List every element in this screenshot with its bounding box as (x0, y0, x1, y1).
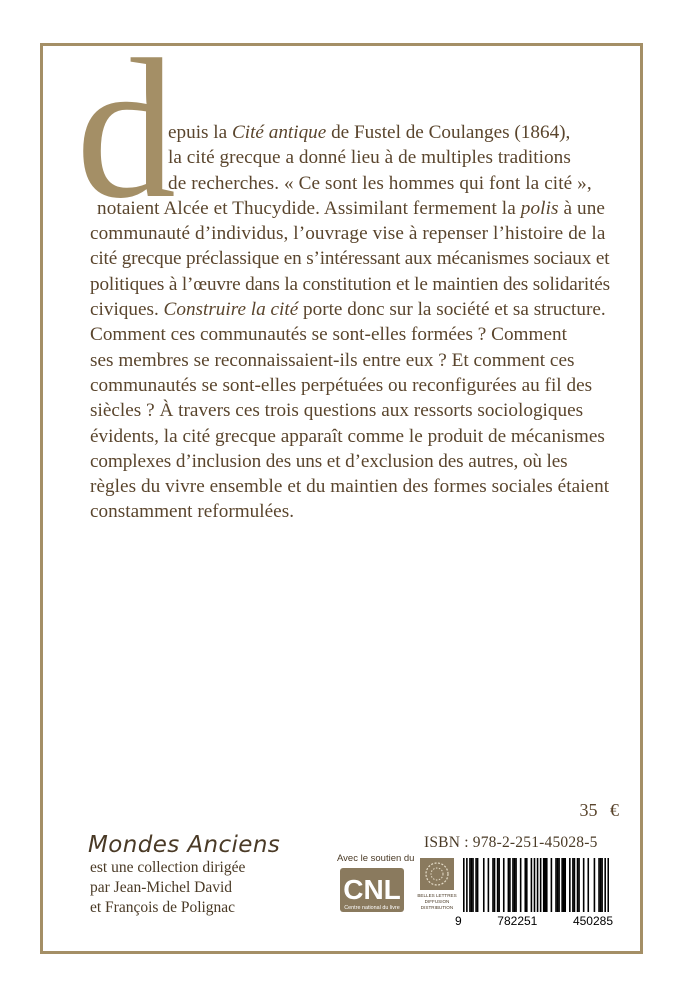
publisher-line: BELLES LETTRES (417, 893, 457, 898)
cnl-letters: CNL (343, 874, 401, 905)
barcode-bar (520, 858, 522, 912)
barcode-bar (555, 858, 557, 912)
barcode-bar (551, 858, 553, 912)
body-text-line: la cité grecque a donné lieu à de multiples traditions (168, 147, 571, 169)
body-text-line: epuis la Cité antique de Fustel de Coulanges (1864), (168, 122, 571, 143)
collection-title: Mondes Anciens (88, 832, 281, 858)
barcode (463, 858, 609, 912)
body-text-line: constamment reformulées. (90, 501, 295, 523)
barcode-bar (497, 858, 499, 912)
barcode-bar (587, 858, 589, 912)
body-text-line: règles du vivre ensemble et du maintien des formes sociales étaient (90, 476, 610, 498)
barcode-bar (483, 858, 485, 912)
barcode-bar (578, 858, 580, 912)
barcode-bar (583, 858, 585, 912)
belles-lettres-logo (416, 858, 458, 913)
barcode-bar (563, 858, 565, 912)
collection-line: et François de Polignac (90, 899, 236, 916)
barcode-bar (472, 858, 474, 912)
body-text-line: Comment ces communautés se sont-elles formées ? Comment (90, 324, 567, 346)
body-text-line: communautés se sont-elles perpétuées ou reconfigurées au fil des (90, 374, 593, 396)
collection-line: est une collection dirigée (90, 859, 246, 876)
body-text-line: complexes d’inclusion des uns et d’exclusion des autres, où les (90, 450, 568, 472)
body-text-line: notaient Alcée et Thucydide. Assimilant fermement la polis à une (97, 197, 606, 219)
barcode-bar (492, 858, 494, 912)
barcode-bar (494, 858, 496, 912)
drop-cap: d (76, 19, 176, 240)
barcode-bar (466, 858, 468, 912)
barcode-bar (598, 858, 600, 912)
body-text-line: civiques. Construire la cité porte donc sur la société et sa structure. (90, 299, 606, 321)
barcode-bar (471, 858, 473, 912)
barcode-bar (534, 858, 536, 912)
barcode-bar (503, 858, 505, 912)
barcode-bar (607, 858, 609, 912)
body-text-line: évidents, la cité grecque apparaît comme le produit de mécanismes (90, 425, 605, 447)
barcode-bar (540, 858, 542, 912)
barcode-bar (543, 858, 545, 912)
barcode-bar (604, 858, 606, 912)
barcode-digit-group: 782251 (497, 914, 538, 928)
body-text-line: politiques à l’œuvre dans la constitution et le maintien des solidarités (90, 273, 610, 295)
barcode-bar (557, 858, 559, 912)
barcode-bar (601, 858, 603, 912)
barcode-bar (531, 858, 533, 912)
barcode-bar (561, 858, 563, 912)
italic-title: Construire la cité (163, 299, 299, 321)
barcode-digit-group: 450285 (572, 914, 613, 928)
barcode-bar (498, 858, 500, 912)
barcode-bar (600, 858, 602, 912)
barcode-bar (572, 858, 574, 912)
price-amount: 35 (579, 800, 598, 820)
barcode-bar (463, 858, 465, 912)
collection-line: par Jean-Michel David (90, 879, 233, 896)
barcode-bar (577, 858, 579, 912)
barcode-digit-group: 9 (455, 914, 462, 928)
cnl-subtitle: Centre national du livre (344, 905, 400, 911)
barcode-bar (512, 858, 514, 912)
barcode-bar (515, 858, 517, 912)
barcode-bar (564, 858, 566, 912)
cnl-logo (340, 868, 404, 912)
barcode-bar (569, 858, 571, 912)
barcode-bar (508, 858, 510, 912)
barcode-bar (524, 858, 526, 912)
italic-title: polis (520, 197, 559, 219)
support-caption: Avec le soutien du (337, 853, 415, 864)
barcode-bar (475, 858, 477, 912)
barcode-bar (537, 858, 539, 912)
back-cover-text (90, 120, 610, 525)
barcode-bar (469, 858, 471, 912)
barcode-bar (594, 858, 596, 912)
publisher-line: DIFFUSION (424, 899, 450, 904)
body-text-line: cité grecque préclassique en s’intéressant aux mécanismes sociaux et (90, 248, 610, 270)
barcode-bar (574, 858, 576, 912)
barcode-bar (546, 858, 548, 912)
barcode-bar (544, 858, 546, 912)
price (580, 800, 620, 821)
barcode-bar (509, 858, 511, 912)
body-text-line: ses membres se reconnaissaient-ils entre eux ? Et comment ces (90, 349, 575, 371)
barcode-bar (488, 858, 490, 912)
barcode-bar (526, 858, 528, 912)
body-text-line: communauté d’individus, l’ouvrage vise à repenser l’histoire de la (90, 223, 606, 245)
italic-title: Cité antique (231, 122, 327, 143)
body-text-line: de recherches. « Ce sont les hommes qui font la cité », (168, 172, 592, 194)
price-currency: € (610, 800, 619, 820)
isbn: ISBN : 978-2-251-45028-5 (424, 834, 598, 851)
barcode-bar (477, 858, 479, 912)
barcode-bar (514, 858, 516, 912)
body-text-line: siècles ? À travers ces trois questions aux ressorts sociologiques (90, 400, 584, 422)
barcode-digits (455, 914, 613, 928)
barcode-bar (558, 858, 560, 912)
publisher-line: DISTRIBUTION (420, 905, 454, 910)
